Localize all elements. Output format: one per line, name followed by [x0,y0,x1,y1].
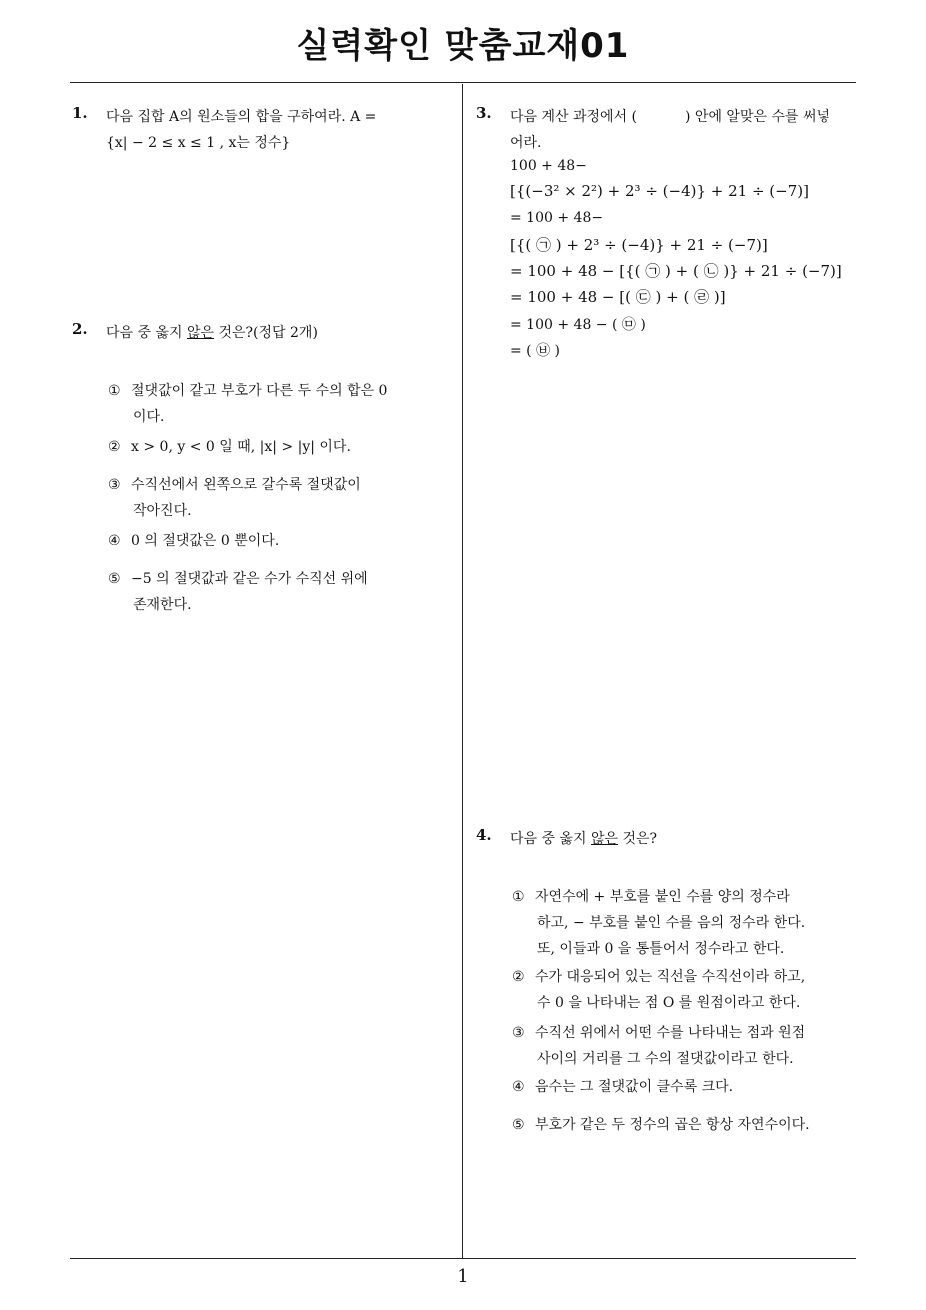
q4-option-text: 부호가 같은 두 정수의 곱은 항상 자연수이다. [535,1117,810,1133]
q2-prompt-end: 것은?(정답 2개) [214,325,318,341]
q2-option-2[interactable] [108,436,351,456]
q2-option-text: 수직선에서 왼쪽으로 갈수록 절댓값이 [131,477,361,493]
q4-option-4[interactable] [512,1076,733,1096]
q2-option-1-cont: 이다. [133,409,165,425]
q3-step: [{(−3² × 2²) + 2³ ÷ (−4)} + 21 ÷ (−7)] [510,182,809,200]
q2-option-1[interactable] [108,380,387,400]
q3-step: = 100 + 48− [510,210,604,226]
header-rule [70,82,856,83]
q4-option-text: 수직선 위에서 어떤 수를 나타내는 점과 원점 [535,1025,806,1041]
q3-step: = ( ㉥ ) [510,343,561,359]
q3-step: = 100 + 48 − ( ㉤ ) [510,317,646,333]
q4-prompt [510,828,657,848]
q2-option-mark: ⑤ [108,571,121,587]
q4-option-2-cont: 수 0 을 나타내는 점 O 를 원점이라고 한다. [537,995,801,1011]
q4-number: 4. [476,826,492,844]
q2-option-mark: ② [108,439,121,455]
q4-option-text: 수가 대응되어 있는 직선을 수직선이라 하고, [535,969,806,985]
q4-option-2[interactable] [512,966,805,986]
q2-option-text: 절댓값이 같고 부호가 다른 두 수의 합은 0 [131,383,388,399]
q3-text-line2: 어라. [510,135,542,151]
q2-option-text: x > 0, y < 0 일 때, |x| > |y| 이다. [131,439,351,455]
q2-option-mark: ④ [108,533,121,549]
q4-option-mark: ③ [512,1025,525,1041]
q4-option-mark: ① [512,889,525,905]
q4-option-3[interactable] [512,1022,805,1042]
q4-option-1-cont: 또, 이들과 0 을 통틀어서 정수라고 한다. [537,941,785,957]
q4-prompt-start: 다음 중 옳지 [510,831,591,847]
q2-option-text: −5 의 절댓값과 같은 수가 수직선 위에 [131,571,368,587]
q2-option-3[interactable] [108,474,361,494]
q2-number: 2. [72,320,88,338]
q3-step: 100 + 48− [510,158,587,174]
q4-option-text: 자연수에 + 부호를 붙인 수를 양의 정수라 [535,889,790,905]
q4-option-3-cont: 사이의 거리를 그 수의 절댓값이라고 한다. [537,1051,794,1067]
q3-number: 3. [476,104,492,122]
q3-text-end: ) 안에 알맞은 수를 써넣 [685,109,830,125]
q4-option-mark: ⑤ [512,1117,525,1133]
q3-step: = 100 + 48 − [{( ㉠ ) + ( ㉡ )} + 21 ÷ (−7)] [510,262,842,280]
page-title: 실력확인 맞춤교재01 [296,26,630,66]
q2-option-text: 0 의 절댓값은 0 뿐이다. [131,533,280,549]
q2-option-mark: ③ [108,477,121,493]
q2-option-3-cont: 작아진다. [133,503,192,519]
q4-option-text: 음수는 그 절댓값이 클수록 크다. [535,1079,734,1095]
q2-option-5[interactable] [108,568,368,588]
q2-prompt-start: 다음 중 옳지 [106,325,187,341]
q3-step: = 100 + 48 − [( ㉢ ) + ( ㉣ )] [510,288,726,306]
q4-option-mark: ④ [512,1079,525,1095]
q1-number: 1. [72,104,88,122]
q4-prompt-end: 것은? [618,831,658,847]
q2-option-4[interactable] [108,530,279,550]
q2-option-5-cont: 존재한다. [133,597,192,613]
q2-option-mark: ① [108,383,121,399]
q4-option-1[interactable] [512,886,790,906]
q4-option-5[interactable] [512,1114,810,1134]
page-number: 1 [457,1266,469,1287]
column-divider [462,84,463,1259]
q3-text-line1 [510,106,830,126]
footer-rule [70,1258,856,1259]
q2-prompt-underlined: 않은 [186,325,215,341]
q3-step: [{( ㉠ ) + 2³ ÷ (−4)} + 21 ÷ (−7)] [510,236,768,254]
q4-option-mark: ② [512,969,525,985]
q1-text-line2: {x| − 2 ≤ x ≤ 1 , x는 정수} [106,135,291,151]
q3-text-start: 다음 계산 과정에서 ( [510,109,638,125]
q4-option-1-cont: 하고, − 부호를 붙인 수를 음의 정수라 한다. [537,915,806,931]
q2-prompt [106,322,318,342]
q4-prompt-underlined: 않은 [590,831,619,847]
q1-text-line1: 다음 집합 A의 원소들의 합을 구하여라. A = [106,109,377,125]
